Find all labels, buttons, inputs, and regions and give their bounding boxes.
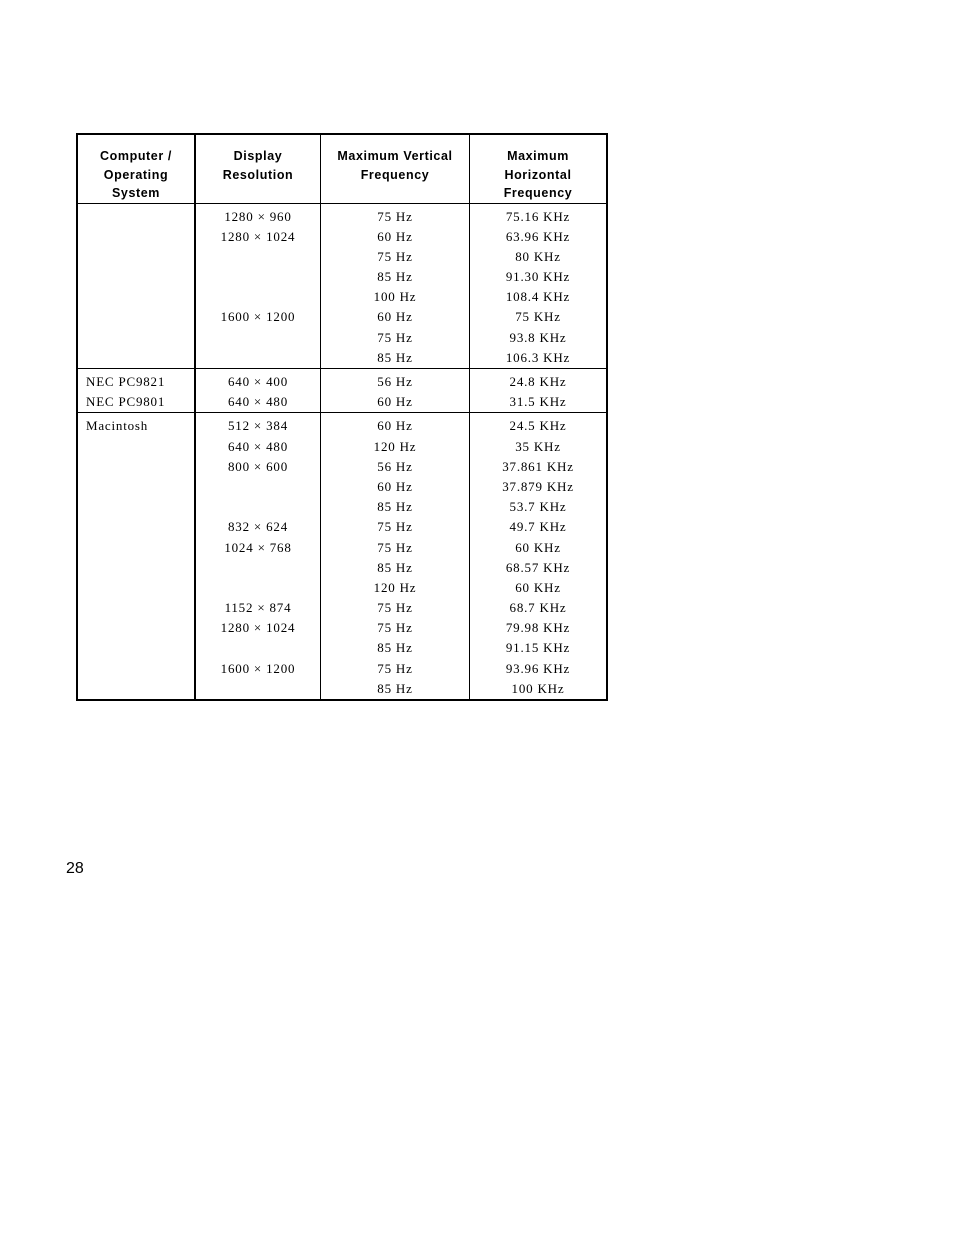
system-cell: NEC PC9801 xyxy=(86,394,166,410)
vertical-frequency-cell: 56 Hz xyxy=(377,374,413,389)
resolutions-column xyxy=(196,413,321,699)
resolution-cell xyxy=(196,578,320,598)
horizontal-column xyxy=(470,204,606,369)
vertical-frequency-cell: 75 Hz xyxy=(377,539,413,555)
horizontal-frequency-cell: 60 KHz xyxy=(515,579,561,595)
resolution-cell xyxy=(196,477,320,497)
vertical-frequency-cell: 56 Hz xyxy=(377,458,413,474)
resolution-cell: 832 × 624 xyxy=(227,519,289,535)
resolutions-column xyxy=(196,204,321,369)
horizontal-frequency-cell: 91.15 KHz xyxy=(505,640,571,656)
header-text: Display xyxy=(233,149,283,163)
resolution-cell: 800 × 600 xyxy=(227,458,289,474)
resolution-cell: 640 × 480 xyxy=(227,438,289,454)
resolution-cell: 512 × 384 xyxy=(227,418,289,434)
systems-column xyxy=(78,369,196,412)
resolution-cell xyxy=(196,638,320,658)
frequency-table xyxy=(76,133,608,701)
system-cell xyxy=(86,618,194,638)
system-cell xyxy=(86,477,194,497)
horizontal-column xyxy=(470,413,606,699)
horizontal-frequency-cell: 35 KHz xyxy=(515,438,561,454)
system-cell xyxy=(86,638,194,658)
horizontal-frequency-cell: 37.861 KHz xyxy=(502,458,574,474)
resolution-cell: 1600 × 1200 xyxy=(220,660,296,676)
vertical-frequency-cell: 75 Hz xyxy=(377,620,413,636)
system-cell xyxy=(86,437,194,457)
horizontal-frequency-cell: 75 KHz xyxy=(515,309,561,325)
table-body xyxy=(78,204,606,700)
system-cell xyxy=(86,538,194,558)
system-cell: NEC PC9821 xyxy=(86,374,166,389)
horizontal-frequency-cell: 93.96 KHz xyxy=(505,660,571,676)
horizontal-frequency-cell: 37.879 KHz xyxy=(502,478,574,494)
vertical-frequency-cell: 85 Hz xyxy=(377,499,413,515)
header-max-vertical-frequency xyxy=(321,135,470,203)
table-row-group xyxy=(78,204,606,370)
resolution-cell xyxy=(196,679,320,699)
vertical-frequency-cell: 120 Hz xyxy=(373,579,417,595)
header-text: Maximum xyxy=(507,149,569,163)
header-text: System xyxy=(111,186,161,200)
vertical-frequency-cell: 75 Hz xyxy=(377,248,413,264)
system-cell xyxy=(86,457,194,477)
horizontal-frequency-cell: 100 KHz xyxy=(511,680,565,696)
resolution-cell xyxy=(196,267,320,287)
horizontal-frequency-cell: 24.5 KHz xyxy=(509,418,567,434)
resolution-cell: 640 × 480 xyxy=(227,394,289,410)
vertical-column xyxy=(321,413,470,699)
vertical-frequency-cell: 60 Hz xyxy=(377,394,413,410)
horizontal-frequency-cell: 53.7 KHz xyxy=(509,499,567,515)
horizontal-frequency-cell: 79.98 KHz xyxy=(505,620,571,636)
resolution-cell: 1280 × 1024 xyxy=(220,620,296,636)
vertical-frequency-cell: 75 Hz xyxy=(377,519,413,535)
header-text: Resolution xyxy=(222,167,294,182)
system-cell xyxy=(86,497,194,517)
header-max-horizontal-frequency xyxy=(470,135,606,203)
horizontal-frequency-cell: 68.7 KHz xyxy=(509,600,567,616)
horizontal-frequency-cell: 24.8 KHz xyxy=(509,374,567,389)
vertical-column xyxy=(321,204,470,369)
header-text: Maximum Vertical xyxy=(337,149,453,163)
system-cell xyxy=(86,578,194,598)
system-cell xyxy=(86,598,194,618)
horizontal-frequency-cell: 108.4 KHz xyxy=(505,289,571,305)
horizontal-frequency-cell: 49.7 KHz xyxy=(509,519,567,535)
horizontal-column xyxy=(470,369,606,412)
resolution-cell xyxy=(196,558,320,578)
table-row-group xyxy=(78,369,606,413)
vertical-frequency-cell: 85 Hz xyxy=(377,269,413,285)
system-cell xyxy=(86,348,194,368)
horizontal-frequency-cell: 106.3 KHz xyxy=(505,349,571,365)
header-display-resolution xyxy=(196,135,321,203)
header-computer-os xyxy=(78,135,196,203)
page-number: 28 xyxy=(66,860,84,877)
header-text: Horizontal xyxy=(504,167,572,182)
vertical-frequency-cell: 85 Hz xyxy=(377,559,413,575)
vertical-frequency-cell: 85 Hz xyxy=(377,640,413,656)
system-cell xyxy=(86,287,194,307)
system-cell xyxy=(86,267,194,287)
vertical-frequency-cell: 60 Hz xyxy=(377,309,413,325)
vertical-frequency-cell: 100 Hz xyxy=(373,289,417,305)
systems-column xyxy=(78,204,196,369)
vertical-column xyxy=(321,369,470,412)
header-text: Frequency xyxy=(503,186,573,200)
system-cell xyxy=(86,328,194,348)
resolution-cell: 1600 × 1200 xyxy=(220,309,296,325)
resolution-cell: 1280 × 1024 xyxy=(220,228,296,244)
system-cell xyxy=(86,207,194,227)
horizontal-frequency-cell: 60 KHz xyxy=(515,539,561,555)
system-cell xyxy=(86,659,194,679)
horizontal-frequency-cell: 93.8 KHz xyxy=(509,329,567,345)
resolution-cell xyxy=(196,328,320,348)
horizontal-frequency-cell: 80 KHz xyxy=(515,248,561,264)
resolution-cell: 1024 × 768 xyxy=(224,539,292,555)
system-cell xyxy=(86,679,194,699)
header-text: Operating xyxy=(103,167,169,182)
resolution-cell: 1280 × 960 xyxy=(224,208,292,224)
horizontal-frequency-cell: 31.5 KHz xyxy=(509,394,567,410)
vertical-frequency-cell: 85 Hz xyxy=(377,349,413,365)
header-text: Frequency xyxy=(360,167,430,182)
vertical-frequency-cell: 75 Hz xyxy=(377,208,413,224)
resolutions-column xyxy=(196,369,321,412)
vertical-frequency-cell: 60 Hz xyxy=(377,228,413,244)
resolution-cell: 640 × 400 xyxy=(227,374,289,389)
system-cell xyxy=(86,227,194,247)
systems-column xyxy=(78,413,196,699)
vertical-frequency-cell: 75 Hz xyxy=(377,329,413,345)
resolution-cell xyxy=(196,287,320,307)
vertical-frequency-cell: 60 Hz xyxy=(377,418,413,434)
system-cell xyxy=(86,247,194,267)
vertical-frequency-cell: 75 Hz xyxy=(377,600,413,616)
vertical-frequency-cell: 60 Hz xyxy=(377,478,413,494)
header-text: Computer / xyxy=(100,149,172,163)
resolution-cell: 1152 × 874 xyxy=(224,600,292,616)
horizontal-frequency-cell: 63.96 KHz xyxy=(505,228,571,244)
vertical-frequency-cell: 75 Hz xyxy=(377,660,413,676)
resolution-cell xyxy=(196,247,320,267)
horizontal-frequency-cell: 75.16 KHz xyxy=(505,208,571,224)
horizontal-frequency-cell: 68.57 KHz xyxy=(505,559,571,575)
system-cell xyxy=(86,558,194,578)
table-header-row xyxy=(78,135,606,204)
resolution-cell xyxy=(196,497,320,517)
resolution-cell xyxy=(196,348,320,368)
system-cell xyxy=(86,517,194,537)
vertical-frequency-cell: 85 Hz xyxy=(377,680,413,696)
vertical-frequency-cell: 120 Hz xyxy=(373,438,417,454)
table-row-group xyxy=(78,413,606,699)
system-cell xyxy=(86,307,194,327)
system-cell: Macintosh xyxy=(86,418,149,434)
horizontal-frequency-cell: 91.30 KHz xyxy=(505,269,571,285)
